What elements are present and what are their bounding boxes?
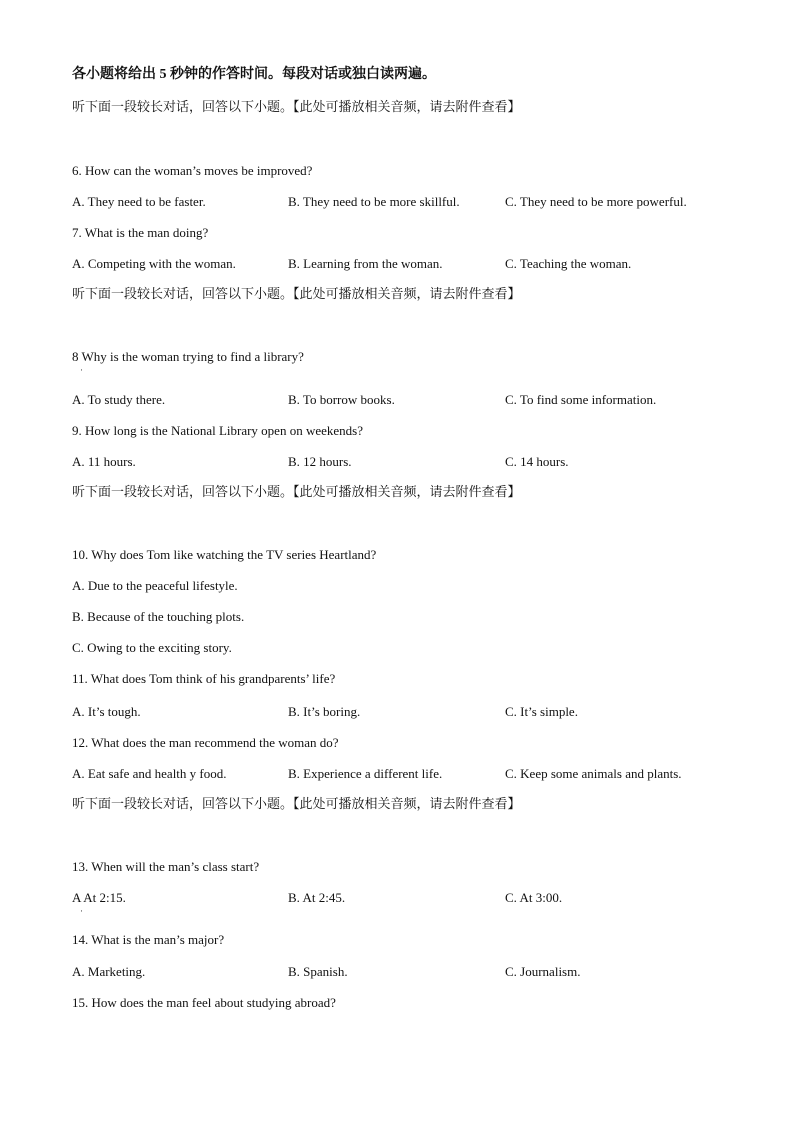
- audio-instruction: 听下面一段较长对话，回答以下小题。【此处可播放相关音频，请去附件查看】: [72, 485, 521, 500]
- question-6: 6. How can the woman’s moves be improved?: [72, 163, 313, 178]
- section-intro: 各小题将给出 5 秒钟的作答时间。每段对话或独白读两遍。: [72, 67, 436, 82]
- q13-option-c: C. At 3:00.: [505, 890, 563, 905]
- question-15: 15. How does the man feel about studying abroad?: [72, 995, 336, 1010]
- q12-option-a: A. Eat safe and health y food.: [72, 766, 227, 781]
- question-14: 14. What is the man’s major?: [72, 932, 225, 947]
- audio-instruction: 听下面一段较长对话，回答以下小题。【此处可播放相关音频，请去附件查看】: [72, 287, 521, 302]
- q13-option-b: B. At 2:45.: [288, 890, 346, 905]
- q10-option-a: A. Due to the peaceful lifestyle.: [72, 578, 238, 593]
- q8-option-c: C. To find some information.: [505, 392, 657, 407]
- audio-instruction: 听下面一段较长对话，回答以下小题。【此处可播放相关音频，请去附件查看】: [72, 797, 521, 812]
- q12-option-b: B. Experience a different life.: [288, 766, 443, 781]
- q10-option-c: C. Owing to the exciting story.: [72, 640, 232, 655]
- q14-option-b: B. Spanish.: [288, 964, 348, 979]
- q11-option-c: C. It’s simple.: [505, 704, 578, 719]
- q9-option-c: C. 14 hours.: [505, 454, 569, 469]
- q12-option-c: C. Keep some animals and plants.: [505, 766, 682, 781]
- q6-option-c: C. They need to be more powerful.: [505, 194, 687, 209]
- q14-option-a: A. Marketing.: [72, 964, 146, 979]
- question-11: 11. What does Tom think of his grandparents’ life?: [72, 671, 336, 686]
- q9-option-b: B. 12 hours.: [288, 454, 352, 469]
- q8-option-a: A. To study there.: [72, 392, 166, 407]
- q7-option-a: A. Competing with the woman.: [72, 256, 236, 271]
- question-8: 8 Why is the woman trying to find a library?: [72, 349, 304, 364]
- question-9: 9. How long is the National Library open on weekends?: [72, 423, 363, 438]
- q13-option-a: A At 2:15.: [72, 890, 126, 905]
- question-12: 12. What does the man recommend the woman do?: [72, 735, 339, 750]
- q14-option-c: C. Journalism.: [505, 964, 581, 979]
- stray-mark: ·: [80, 365, 83, 375]
- audio-instruction: 听下面一段较长对话，回答以下小题。【此处可播放相关音频，请去附件查看】: [72, 100, 521, 115]
- q10-option-b: B. Because of the touching plots.: [72, 609, 245, 624]
- question-13: 13. When will the man’s class start?: [72, 859, 260, 874]
- q7-option-b: B. Learning from the woman.: [288, 256, 443, 271]
- question-10: 10. Why does Tom like watching the TV series Heartland?: [72, 547, 377, 562]
- stray-mark: ·: [80, 906, 83, 916]
- q9-option-a: A. 11 hours.: [72, 454, 136, 469]
- q6-option-a: A. They need to be faster.: [72, 194, 206, 209]
- question-7: 7. What is the man doing?: [72, 225, 209, 240]
- q8-option-b: B. To borrow books.: [288, 392, 395, 407]
- q6-option-b: B. They need to be more skillful.: [288, 194, 460, 209]
- q7-option-c: C. Teaching the woman.: [505, 256, 632, 271]
- q11-option-b: B. It’s boring.: [288, 704, 361, 719]
- q11-option-a: A. It’s tough.: [72, 704, 141, 719]
